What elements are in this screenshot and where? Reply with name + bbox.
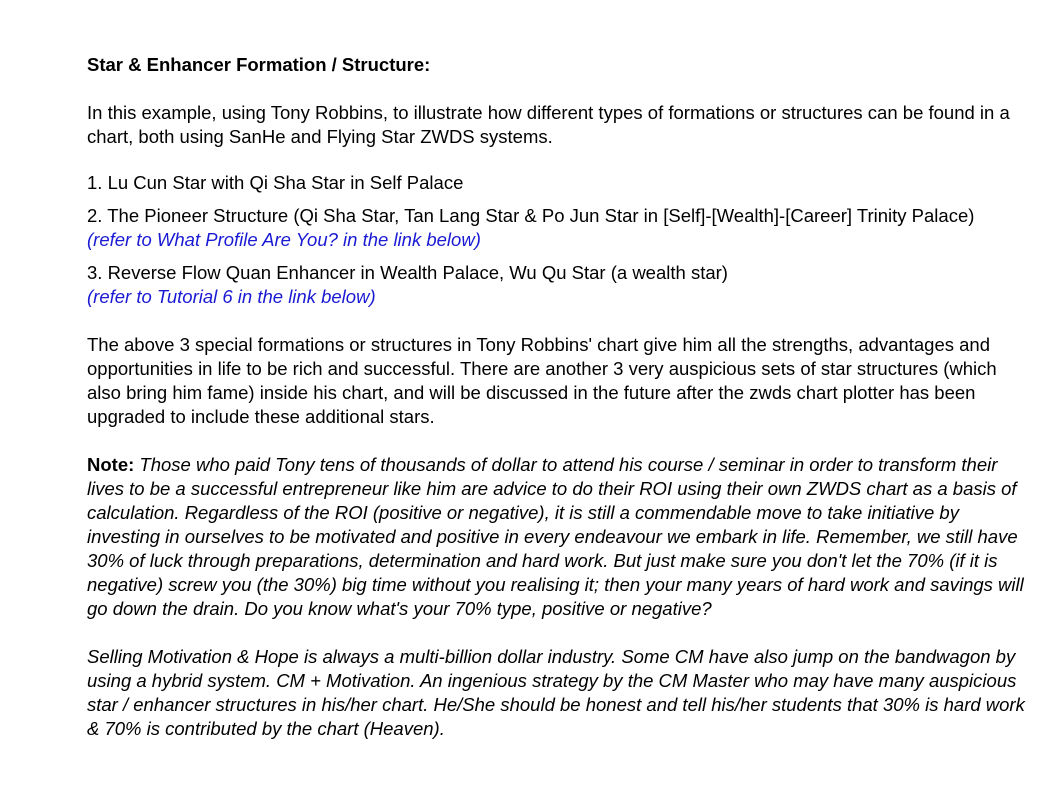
note-paragraph — [87, 453, 1027, 621]
list-item-text: 2. The Pioneer Structure (Qi Sha Star, Tan Lang Star & Po Jun Star in [Self]-[Wealth]-[Career] Trinity Palace) — [87, 205, 975, 226]
note-text: Those who paid Tony tens of thousands of dollar to attend his course / seminar in order to transform their lives to be a successful entrepreneur like him are advice to do their ROI using their own ZWDS chart as a basis of calculation. Regardless of the ROI (positive or negative), it is still a commendable move to take initiative by investing in ourselves to be motivated and positive in every endeavour we embark in life. Remember, we still have 30% of luck through preparations, determination and hard work. But just make sure you don't let the 70% (if it is negative) screw you (the 30%) big time without you realising it; then your many years of hard work and savings will go down the drain. Do you know what's your 70% type, positive or negative? — [87, 454, 1024, 619]
list-item — [87, 204, 1027, 252]
intro-paragraph: In this example, using Tony Robbins, to illustrate how different types of formations or structures can be found in a chart, both using SanHe and Flying Star ZWDS systems. — [87, 102, 1010, 147]
paren-open: ( — [87, 286, 94, 307]
tutorial-link[interactable]: refer to Tutorial 6 in the link below — [93, 286, 370, 307]
section-heading: Star & Enhancer Formation / Structure: — [87, 54, 431, 75]
paren-close: ) — [369, 286, 376, 307]
list-item-text: 3. Reverse Flow Quan Enhancer in Wealth Palace, Wu Qu Star (a wealth star) — [87, 262, 728, 283]
list-item — [87, 261, 1027, 309]
list-item: 1. Lu Cun Star with Qi Sha Star in Self Palace — [87, 172, 464, 193]
paren-open: ( — [87, 229, 94, 250]
profile-link[interactable]: refer to What Profile Are You? in the link below — [93, 229, 475, 250]
paren-close: ) — [474, 229, 481, 250]
reference-line — [87, 228, 1027, 252]
document-body — [87, 53, 1027, 741]
note-label: Note: — [87, 454, 135, 475]
summary-paragraph: The above 3 special formations or structures in Tony Robbins' chart give him all the strengths, advantages and opportunities in life to be rich and successful. There are another 3 very auspicious sets of star structures (which also bring him fame) inside his chart, and will be discussed in the future after the zwds chart plotter has been upgraded to include these additional stars. — [87, 334, 997, 427]
closing-paragraph: Selling Motivation & Hope is always a multi-billion dollar industry. Some CM have also jump on the bandwagon by using a hybrid system. CM + Motivation. An ingenious strategy by the CM Master who may have many auspicious star / enhancer structures in his/her chart. He/She should be honest and tell his/her students that 30% is hard work & 70% is contributed by the chart (Heaven). — [87, 646, 1025, 739]
reference-line — [87, 285, 1027, 309]
